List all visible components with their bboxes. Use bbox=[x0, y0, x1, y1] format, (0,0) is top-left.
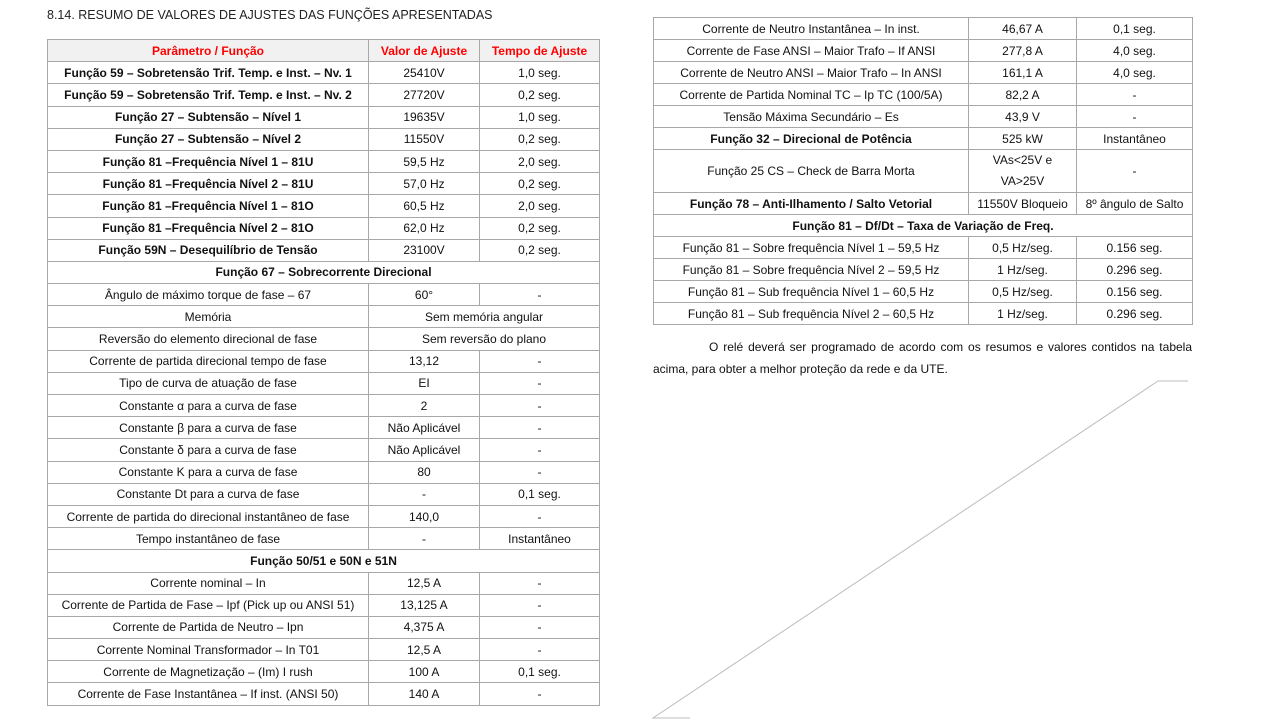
section-row bbox=[654, 215, 1193, 237]
value-cell: VAs<25V e VA>25V bbox=[969, 150, 1077, 193]
table-row bbox=[48, 528, 600, 550]
table-row bbox=[48, 217, 600, 239]
parameter-cell: Função 27 – Subtensão – Nível 2 bbox=[48, 128, 369, 150]
time-cell: - bbox=[480, 350, 600, 372]
time-cell: 1,0 seg. bbox=[480, 106, 600, 128]
value-cell: 525 kW bbox=[969, 128, 1077, 150]
parameter-cell: Corrente de Partida de Neutro – Ipn bbox=[48, 616, 369, 638]
settings-summary-table-left bbox=[47, 39, 600, 706]
value-cell: 0,5 Hz/seg. bbox=[969, 281, 1077, 303]
time-cell: 0,2 seg. bbox=[480, 239, 600, 261]
table-row bbox=[48, 128, 600, 150]
value-cell: 11550V bbox=[369, 128, 480, 150]
value-cell: 1 Hz/seg. bbox=[969, 259, 1077, 281]
closing-paragraph bbox=[653, 336, 1192, 380]
table-row bbox=[48, 328, 600, 350]
table-row bbox=[48, 239, 600, 261]
table-row bbox=[48, 84, 600, 106]
value-cell: 140 A bbox=[369, 683, 480, 705]
time-cell: 2,0 seg. bbox=[480, 195, 600, 217]
value-cell: 25410V bbox=[369, 62, 480, 84]
table-row bbox=[48, 62, 600, 84]
time-cell: 4,0 seg. bbox=[1077, 62, 1193, 84]
table-row bbox=[48, 106, 600, 128]
value-cell: 82,2 A bbox=[969, 84, 1077, 106]
value-cell: 1 Hz/seg. bbox=[969, 303, 1077, 325]
value-cell: 277,8 A bbox=[969, 40, 1077, 62]
table-row bbox=[654, 281, 1193, 303]
value-cell: 4,375 A bbox=[369, 616, 480, 638]
value-cell: Sem memória angular bbox=[369, 306, 600, 328]
time-cell: - bbox=[480, 572, 600, 594]
table-row bbox=[48, 661, 600, 683]
parameter-cell: Função 78 – Anti-Ilhamento / Salto Vetorial bbox=[654, 193, 969, 215]
parameter-cell: Tempo instantâneo de fase bbox=[48, 528, 369, 550]
parameter-cell: Corrente de Partida Nominal TC – Ip TC (100/5A) bbox=[654, 84, 969, 106]
value-cell: 46,67 A bbox=[969, 18, 1077, 40]
table-row bbox=[48, 439, 600, 461]
parameter-cell: Função 81 – Sub frequência Nível 2 – 60,5 Hz bbox=[654, 303, 969, 325]
time-cell: 0.156 seg. bbox=[1077, 237, 1193, 259]
time-cell: 0,1 seg. bbox=[480, 661, 600, 683]
parameter-cell: Função 81 –Frequência Nível 2 – 81U bbox=[48, 173, 369, 195]
time-cell: 0,2 seg. bbox=[480, 84, 600, 106]
parameter-cell: Constante δ para a curva de fase bbox=[48, 439, 369, 461]
value-cell: 140,0 bbox=[369, 505, 480, 527]
parameter-cell: Corrente de Neutro ANSI – Maior Trafo – In ANSI bbox=[654, 62, 969, 84]
value-cell: - bbox=[369, 528, 480, 550]
value-cell: 11550V Bloqueio bbox=[969, 193, 1077, 215]
table-row bbox=[48, 594, 600, 616]
settings-summary-table-right bbox=[653, 17, 1193, 325]
value-cell: - bbox=[369, 483, 480, 505]
value-cell: 13,12 bbox=[369, 350, 480, 372]
value-cell: 2 bbox=[369, 395, 480, 417]
table-row bbox=[48, 683, 600, 705]
time-cell: - bbox=[1077, 106, 1193, 128]
parameter-cell: Função 59 – Sobretensão Trif. Temp. e Inst. – Nv. 2 bbox=[48, 84, 369, 106]
value-cell: Sem reversão do plano bbox=[369, 328, 600, 350]
parameter-cell: Corrente nominal – In bbox=[48, 572, 369, 594]
parameter-cell: Função 25 CS – Check de Barra Morta bbox=[654, 150, 969, 193]
time-cell: 0,2 seg. bbox=[480, 128, 600, 150]
time-cell: 0.296 seg. bbox=[1077, 259, 1193, 281]
time-cell: - bbox=[480, 284, 600, 306]
table-row bbox=[48, 350, 600, 372]
time-cell: 0,1 seg. bbox=[1077, 18, 1193, 40]
time-cell: - bbox=[1077, 84, 1193, 106]
section-title-cell: Função 81 – Df/Dt – Taxa de Variação de Freq. bbox=[654, 215, 1193, 237]
table-row bbox=[654, 303, 1193, 325]
parameter-cell: Função 81 – Sobre frequência Nível 2 – 59,5 Hz bbox=[654, 259, 969, 281]
parameter-cell: Função 27 – Subtensão – Nível 1 bbox=[48, 106, 369, 128]
parameter-cell: Memória bbox=[48, 306, 369, 328]
parameter-cell: Corrente de Fase Instantânea – If inst. (ANSI 50) bbox=[48, 683, 369, 705]
time-cell: - bbox=[480, 395, 600, 417]
parameter-cell: Corrente Nominal Transformador – In T01 bbox=[48, 639, 369, 661]
value-cell: 57,0 Hz bbox=[369, 173, 480, 195]
value-cell: 60° bbox=[369, 284, 480, 306]
parameter-cell: Função 32 – Direcional de Potência bbox=[654, 128, 969, 150]
value-cell: 43,9 V bbox=[969, 106, 1077, 128]
parameter-cell: Função 59N – Desequilíbrio de Tensão bbox=[48, 239, 369, 261]
parameter-cell: Constante Dt para a curva de fase bbox=[48, 483, 369, 505]
table-row bbox=[48, 505, 600, 527]
parameter-cell: Função 81 –Frequência Nível 1 – 81O bbox=[48, 195, 369, 217]
table-row bbox=[654, 193, 1193, 215]
parameter-cell: Corrente de Partida de Fase – Ipf (Pick up ou ANSI 51) bbox=[48, 594, 369, 616]
time-cell: 0.296 seg. bbox=[1077, 303, 1193, 325]
value-cell: 60,5 Hz bbox=[369, 195, 480, 217]
table-row bbox=[48, 173, 600, 195]
value-cell: 161,1 A bbox=[969, 62, 1077, 84]
section-title-cell: Função 67 – Sobrecorrente Direcional bbox=[48, 261, 600, 283]
table-row bbox=[654, 128, 1193, 150]
time-cell: 0,2 seg. bbox=[480, 217, 600, 239]
parameter-cell: Constante K para a curva de fase bbox=[48, 461, 369, 483]
header-setting-value: Valor de Ajuste bbox=[369, 40, 480, 62]
table-row bbox=[48, 461, 600, 483]
table-row bbox=[654, 84, 1193, 106]
table-row bbox=[48, 483, 600, 505]
value-cell: 23100V bbox=[369, 239, 480, 261]
table-row bbox=[654, 18, 1193, 40]
time-cell: - bbox=[480, 616, 600, 638]
time-cell: - bbox=[480, 639, 600, 661]
value-cell: 62,0 Hz bbox=[369, 217, 480, 239]
table-row bbox=[48, 417, 600, 439]
parameter-cell: Corrente de partida do direcional instantâneo de fase bbox=[48, 505, 369, 527]
time-cell: 1,0 seg. bbox=[480, 62, 600, 84]
header-parameter: Parâmetro / Função bbox=[48, 40, 369, 62]
value-cell: 80 bbox=[369, 461, 480, 483]
parameter-cell: Ângulo de máximo torque de fase – 67 bbox=[48, 284, 369, 306]
table-row bbox=[48, 195, 600, 217]
parameter-cell: Função 81 – Sub frequência Nível 1 – 60,5 Hz bbox=[654, 281, 969, 303]
table-row bbox=[654, 150, 1193, 193]
time-cell: 0.156 seg. bbox=[1077, 281, 1193, 303]
parameter-cell: Constante α para a curva de fase bbox=[48, 395, 369, 417]
table-row bbox=[48, 616, 600, 638]
table-row bbox=[654, 106, 1193, 128]
closing-paragraph-text: O relé deverá ser programado de acordo com os resumos e valores contidos na tabela acima, para obter a melhor proteção da rede e da UTE. bbox=[653, 340, 1192, 376]
time-cell: Instantâneo bbox=[1077, 128, 1193, 150]
parameter-cell: Tensão Máxima Secundário – Es bbox=[654, 106, 969, 128]
time-cell: 4,0 seg. bbox=[1077, 40, 1193, 62]
value-cell: EI bbox=[369, 372, 480, 394]
section-row bbox=[48, 261, 600, 283]
parameter-cell: Função 59 – Sobretensão Trif. Temp. e Inst. – Nv. 1 bbox=[48, 62, 369, 84]
time-cell: - bbox=[480, 683, 600, 705]
parameter-cell: Corrente de Neutro Instantânea – In inst. bbox=[654, 18, 969, 40]
header-setting-time: Tempo de Ajuste bbox=[480, 40, 600, 62]
value-cell: 0,5 Hz/seg. bbox=[969, 237, 1077, 259]
time-cell: - bbox=[480, 505, 600, 527]
table-row bbox=[654, 259, 1193, 281]
parameter-cell: Constante β para a curva de fase bbox=[48, 417, 369, 439]
table-row bbox=[48, 639, 600, 661]
time-cell: - bbox=[480, 417, 600, 439]
table-row bbox=[48, 306, 600, 328]
table-row bbox=[654, 62, 1193, 84]
parameter-cell: Função 81 –Frequência Nível 1 – 81U bbox=[48, 150, 369, 172]
value-cell: 13,125 A bbox=[369, 594, 480, 616]
value-cell: Não Aplicável bbox=[369, 439, 480, 461]
time-cell: 0,1 seg. bbox=[480, 483, 600, 505]
table-row bbox=[48, 572, 600, 594]
time-cell: - bbox=[480, 594, 600, 616]
table-header-row bbox=[48, 40, 600, 62]
value-cell: 27720V bbox=[369, 84, 480, 106]
value-cell: 100 A bbox=[369, 661, 480, 683]
parameter-cell: Função 81 – Sobre frequência Nível 1 – 59,5 Hz bbox=[654, 237, 969, 259]
table-row bbox=[48, 284, 600, 306]
table-row bbox=[48, 372, 600, 394]
time-cell: - bbox=[480, 461, 600, 483]
table-row bbox=[48, 150, 600, 172]
table-row bbox=[654, 40, 1193, 62]
time-cell: - bbox=[480, 439, 600, 461]
value-cell: 59,5 Hz bbox=[369, 150, 480, 172]
parameter-cell: Tipo de curva de atuação de fase bbox=[48, 372, 369, 394]
section-title-cell: Função 50/51 e 50N e 51N bbox=[48, 550, 600, 572]
scan-edge-line bbox=[650, 378, 1190, 720]
value-cell: Não Aplicável bbox=[369, 417, 480, 439]
parameter-cell: Corrente de partida direcional tempo de fase bbox=[48, 350, 369, 372]
time-cell: Instantâneo bbox=[480, 528, 600, 550]
parameter-cell: Reversão do elemento direcional de fase bbox=[48, 328, 369, 350]
time-cell: 2,0 seg. bbox=[480, 150, 600, 172]
value-cell: 12,5 A bbox=[369, 572, 480, 594]
time-cell: 0,2 seg. bbox=[480, 173, 600, 195]
time-cell: 8º ângulo de Salto bbox=[1077, 193, 1193, 215]
section-row bbox=[48, 550, 600, 572]
section-heading: 8.14. RESUMO DE VALORES DE AJUSTES DAS FUNÇÕES APRESENTADAS bbox=[47, 8, 493, 22]
table-row bbox=[654, 237, 1193, 259]
table-row bbox=[48, 395, 600, 417]
time-cell: - bbox=[1077, 150, 1193, 193]
value-cell: 12,5 A bbox=[369, 639, 480, 661]
parameter-cell: Corrente de Fase ANSI – Maior Trafo – If ANSI bbox=[654, 40, 969, 62]
value-cell: 19635V bbox=[369, 106, 480, 128]
parameter-cell: Corrente de Magnetização – (Im) I rush bbox=[48, 661, 369, 683]
parameter-cell: Função 81 –Frequência Nível 2 – 81O bbox=[48, 217, 369, 239]
time-cell: - bbox=[480, 372, 600, 394]
